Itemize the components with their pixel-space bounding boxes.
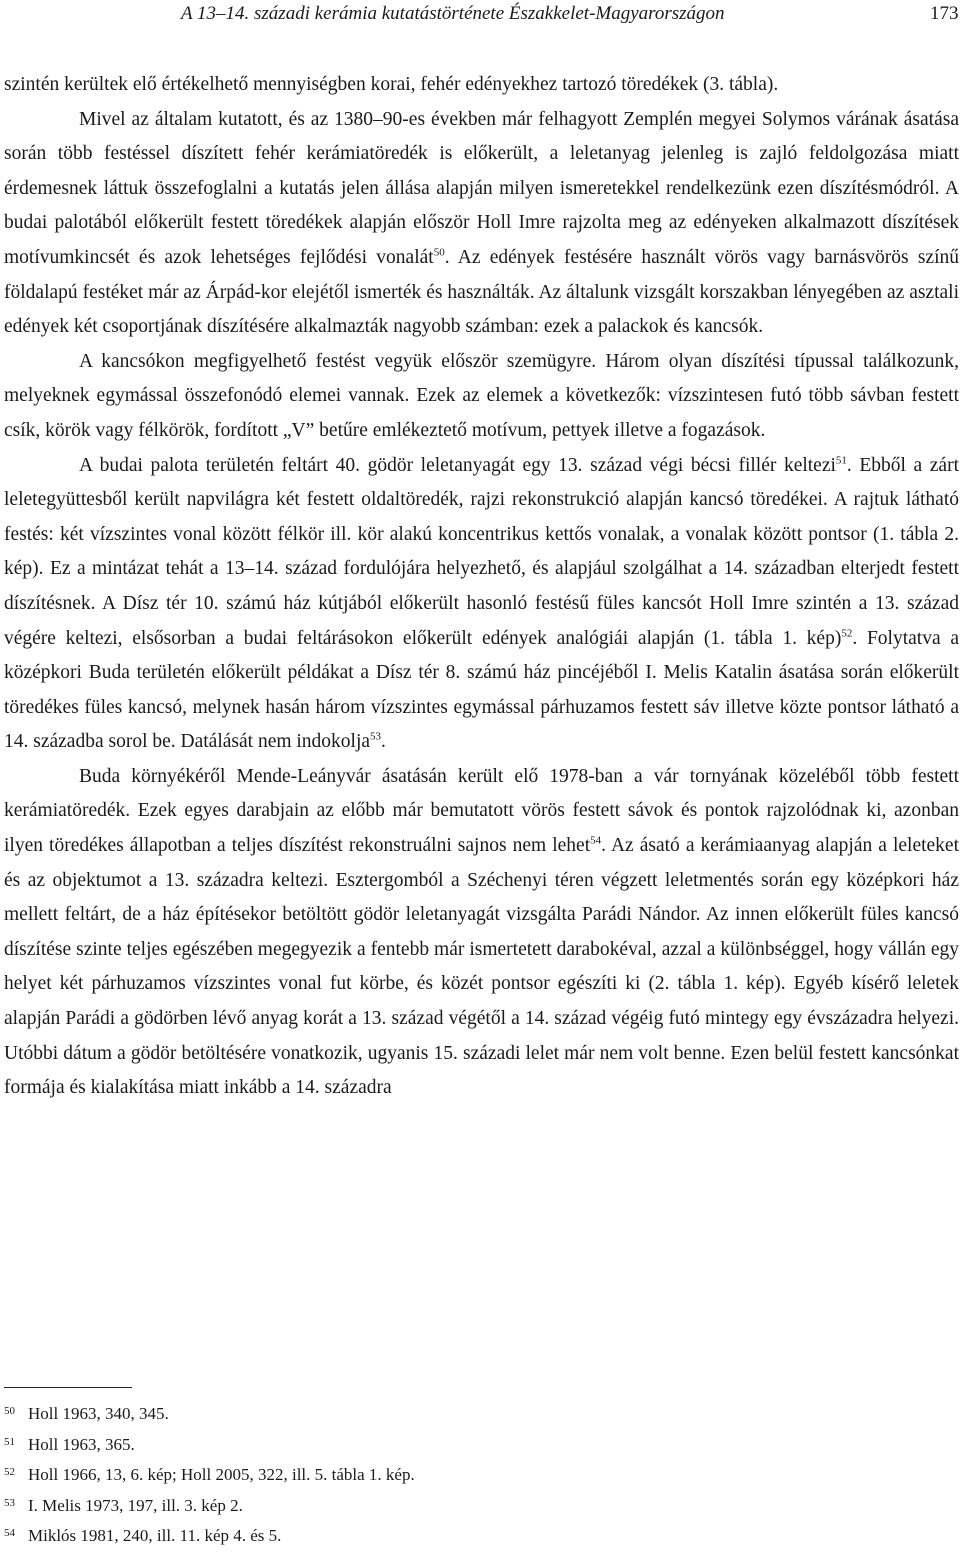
footnotes xyxy=(4,1400,904,1553)
paragraph-text: . Az edények festésére használt vörös vagy barnásvörös színű földalapú festéket már az Árpád-kor elejétől ismerték és használták. Az általunk vizsgált korszakban lényegében az asztali edények két csoportjának díszítésére alkalmazták nagyobb számban: ezek a palackok és kancsók. xyxy=(4,246,959,338)
paragraph xyxy=(4,760,959,1106)
paragraph-text: A budai palota területén feltárt 40. gödör leletanyagát egy 13. század végi bécsi fillér keltezi xyxy=(79,454,836,476)
footnote-text: Holl 1963, 365. xyxy=(28,1434,135,1454)
footnote-reference[interactable]: 53 xyxy=(370,730,382,743)
footnote-number: 51 xyxy=(4,1435,15,1448)
footnote xyxy=(4,1461,904,1492)
paragraph-text: A kancsókon megfigyelhető festést vegyük először szemügyre. Három olyan díszítési típussal találkozunk, melyeknek egymással összefonódó elemei vannak. Ezek az elemek a következők: vízszintesen futó több sávban festett csík, körök vagy félkörök, fordított „V” betűre emlékeztető motívum, pettyek illetve a fogazások. xyxy=(4,350,959,441)
footnote-text: Holl 1966, 13, 6. kép; Holl 2005, 322, ill. 5. tábla 1. kép. xyxy=(28,1465,415,1484)
paragraph xyxy=(4,68,959,103)
footnote xyxy=(4,1431,904,1462)
paragraph xyxy=(4,103,959,345)
paragraph xyxy=(4,449,959,760)
footnote-number: 54 xyxy=(4,1527,15,1539)
body-text xyxy=(4,68,959,1106)
footnote-number: 50 xyxy=(4,1405,15,1417)
footnote-number: 53 xyxy=(4,1496,15,1509)
footnote-reference[interactable]: 51 xyxy=(835,454,847,467)
paragraph-text: . Folytatva a középkori Buda területén előkerült példákat a Dísz tér 8. számú ház pincéjéből I. Melis Katalin ásatása során előkerült töredékes füles kancsó, melynek hasán három vízszintes egymással párhuzamos festett sáv illetve közte pontsor látható a 14. századba sorol be. Datálását nem indokolja xyxy=(4,627,959,753)
paragraph-text: Buda környékéről Mende-Leányvár ásatásán került elő 1978-ban a vár tornyának közeléből több festett kerámiatöredék. Ezek egyes darabjain az előbb már bemutatott vörös festett sávok és pontok rajzolódnak ki, azonban ilyen töredékes állapotban a teljes díszítést rekonstruálni sajnos nem lehet xyxy=(4,765,959,857)
footnote-text: I. Melis 1973, 197, ill. 3. kép 2. xyxy=(28,1495,243,1515)
paragraph-text: Mivel az általam kutatott, és az 1380–90-es években már felhagyott Zemplén megyei Solymos várának ásatása során több festéssel díszített fehér kerámiatöredék is előkerült, a leletanyag jelenleg is zajló feldolgozása miatt érdemesnek láttuk összefoglalni a kutatás jelen állása alapján milyen ismeretekkel rendelkezünk ezen díszítésmódról. A budai palotából előkerült festett töredékek alapján először Holl Imre rajzolta meg az edényeken alkalmazott díszítések motívumkincsét és azok lehetséges fejlődési vonalát xyxy=(4,108,959,268)
footnote xyxy=(4,1400,904,1431)
footnote xyxy=(4,1492,904,1523)
running-title: A 13–14. századi kerámia kutatástörténete Északkelet-Magyarországon xyxy=(181,3,725,24)
footnote xyxy=(4,1522,904,1553)
paragraph-text: . Ebből a zárt leletegyüttesből került napvilágra két festett oldaltöredék, rajzi rekonstrukció alapján kancsó töredékei. A rajtuk látható festés: két vízszintes vonal között félkör ill. kör alakú koncentrikus kettős vonalak, a vonalak között pontsor (1. tábla 2. kép). Ez a mintázat tehát a 13–14. század fordulójára helyezhető, és alapjául szolgálhat a 14. században elterjedt festett díszítésnek. A Dísz tér 10. számú ház kútjából előkerült hasonló festésű füles kancsót Holl Imre szintén a 13. század végére keltezi, elsősorban a budai feltárásokon előkerült edények analógiái alapján (1. tábla 1. kép) xyxy=(4,454,959,649)
footnote-reference[interactable]: 50 xyxy=(433,246,445,259)
footnote-reference[interactable]: 54 xyxy=(590,834,602,847)
footnote-divider xyxy=(4,1387,132,1388)
footnote-number: 52 xyxy=(4,1466,15,1478)
footnote-text: Holl 1963, 340, 345. xyxy=(28,1404,169,1423)
page-number: 173 xyxy=(930,3,959,24)
page-header xyxy=(0,0,960,30)
paragraph-text: szintén kerültek elő értékelhető mennyiségben korai, fehér edényekhez tartozó töredékek (3. tábla). xyxy=(4,74,779,95)
paragraph xyxy=(4,345,959,449)
paragraph-text: . Az ásató a kerámiaanyag alapján a leleteket és az objektumot a 13. századra keltezi. Esztergomból a Széchenyi téren végzett leletmentés során egy középkori ház mellett feltárt, de a ház építésekor betöltött gödör leletanyagát vizsgálta Parádi Nándor. Az innen előkerült füles kancsó díszítése szinte teljes egészében megegyezik a fentebb már ismertetett darabokéval, azzal a különbséggel, hogy vállán egy helyet két párhuzamos vízszintes vonal fut körbe, és közét pontsor egészíti ki (2. tábla 1. kép). Egyéb kísérő leletek alapján Parádi a gödörben lévő anyag korát a 13. század végétől a 14. század végéig futó mintegy egy évszázadra helyezi. Utóbbi dátum a gödör betöltésére vonatkozik, ugyanis 15. századi lelet már nem volt benne. Ezen belül festett kancsónkat formája és kialakítása miatt inkább a 14. századra xyxy=(4,835,959,1099)
paragraph-text: . xyxy=(381,731,386,753)
footnote-text: Miklós 1981, 240, ill. 11. kép 4. és 5. xyxy=(28,1526,282,1545)
footnote-reference[interactable]: 52 xyxy=(841,627,853,639)
